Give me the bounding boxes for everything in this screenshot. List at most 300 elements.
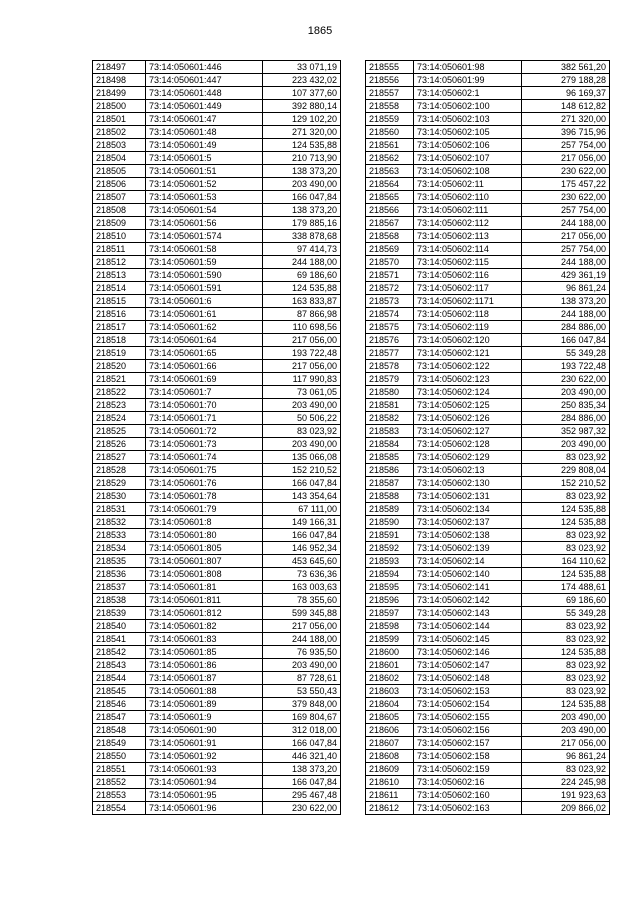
row-number: 218512 <box>93 256 146 269</box>
cadastral-number: 73:14:050602:123 <box>414 373 522 386</box>
table-row <box>366 282 610 295</box>
row-number: 218611 <box>366 789 414 802</box>
row-number: 218521 <box>93 373 146 386</box>
table-row <box>366 503 610 516</box>
cadastral-value: 107 377,60 <box>263 87 341 100</box>
cadastral-value: 124 535,88 <box>522 698 610 711</box>
cadastral-value: 379 848,00 <box>263 698 341 711</box>
cadastral-number: 73:14:050601:811 <box>146 594 263 607</box>
cadastral-number: 73:14:050601:808 <box>146 568 263 581</box>
row-number: 218583 <box>366 425 414 438</box>
cadastral-value: 50 506,22 <box>263 412 341 425</box>
row-number: 218502 <box>93 126 146 139</box>
cadastral-value: 230 622,00 <box>522 191 610 204</box>
cadastral-value: 135 066,08 <box>263 451 341 464</box>
cadastral-value: 203 490,00 <box>522 386 610 399</box>
row-number: 218529 <box>93 477 146 490</box>
row-number: 218603 <box>366 685 414 698</box>
row-number: 218564 <box>366 178 414 191</box>
cadastral-value: 166 047,84 <box>263 776 341 789</box>
cadastral-number: 73:14:050601:62 <box>146 321 263 334</box>
table-row <box>366 724 610 737</box>
cadastral-value: 223 432,02 <box>263 74 341 87</box>
row-number: 218515 <box>93 295 146 308</box>
row-number: 218520 <box>93 360 146 373</box>
table-row <box>366 425 610 438</box>
row-number: 218561 <box>366 139 414 152</box>
cadastral-value: 203 490,00 <box>522 438 610 451</box>
row-number: 218562 <box>366 152 414 165</box>
cadastral-number: 73:14:050601:6 <box>146 295 263 308</box>
table-row <box>366 633 610 646</box>
cadastral-number: 73:14:050601:52 <box>146 178 263 191</box>
row-number: 218518 <box>93 334 146 347</box>
row-number: 218544 <box>93 672 146 685</box>
row-number: 218595 <box>366 581 414 594</box>
cadastral-number: 73:14:050602:111 <box>414 204 522 217</box>
row-number: 218548 <box>93 724 146 737</box>
row-number: 218533 <box>93 529 146 542</box>
table-row <box>93 672 341 685</box>
table-row <box>366 308 610 321</box>
cadastral-value: 124 535,88 <box>522 503 610 516</box>
cadastral-number: 73:14:050602:153 <box>414 685 522 698</box>
cadastral-value: 83 023,92 <box>522 672 610 685</box>
cadastral-value: 179 885,16 <box>263 217 341 230</box>
cadastral-value: 83 023,92 <box>522 451 610 464</box>
cadastral-value: 96 861,24 <box>522 750 610 763</box>
table-row <box>366 646 610 659</box>
cadastral-number: 73:14:050601:812 <box>146 607 263 620</box>
cadastral-value: 69 186,60 <box>522 594 610 607</box>
table-row <box>93 698 341 711</box>
cadastral-value: 174 488,61 <box>522 581 610 594</box>
cadastral-number: 73:14:050601:66 <box>146 360 263 373</box>
row-number: 218592 <box>366 542 414 555</box>
cadastral-number: 73:14:050602:129 <box>414 451 522 464</box>
table-row <box>93 373 341 386</box>
cadastral-value: 193 722,48 <box>522 360 610 373</box>
cadastral-value: 217 056,00 <box>263 334 341 347</box>
cadastral-value: 446 321,40 <box>263 750 341 763</box>
cadastral-number: 73:14:050601:95 <box>146 789 263 802</box>
table-row <box>366 334 610 347</box>
row-number: 218553 <box>93 789 146 802</box>
cadastral-number: 73:14:050601:88 <box>146 685 263 698</box>
cadastral-number: 73:14:050602:146 <box>414 646 522 659</box>
cadastral-number: 73:14:050602:143 <box>414 607 522 620</box>
table-row <box>93 490 341 503</box>
cadastral-number: 73:14:050602:125 <box>414 399 522 412</box>
page-number: 1865 <box>307 25 333 37</box>
cadastral-number: 73:14:050601:65 <box>146 347 263 360</box>
row-number: 218516 <box>93 308 146 321</box>
row-number: 218540 <box>93 620 146 633</box>
table-row <box>93 477 341 490</box>
table-row <box>366 477 610 490</box>
cadastral-number: 73:14:050602:106 <box>414 139 522 152</box>
table-row <box>366 360 610 373</box>
table-row <box>366 763 610 776</box>
cadastral-number: 73:14:050602:160 <box>414 789 522 802</box>
cadastral-value: 83 023,92 <box>522 490 610 503</box>
table-row <box>93 451 341 464</box>
cadastral-value: 312 018,00 <box>263 724 341 737</box>
cadastral-value: 217 056,00 <box>263 360 341 373</box>
row-number: 218555 <box>366 61 414 74</box>
row-number: 218505 <box>93 165 146 178</box>
cadastral-number: 73:14:050602:124 <box>414 386 522 399</box>
cadastral-number: 73:14:050602:122 <box>414 360 522 373</box>
row-number: 218523 <box>93 399 146 412</box>
cadastral-number: 73:14:050601:73 <box>146 438 263 451</box>
cadastral-number: 73:14:050601:94 <box>146 776 263 789</box>
cadastral-value: 217 056,00 <box>522 152 610 165</box>
table-row <box>93 152 341 165</box>
cadastral-value: 143 354,64 <box>263 490 341 503</box>
cadastral-value: 83 023,92 <box>522 659 610 672</box>
row-number: 218570 <box>366 256 414 269</box>
row-number: 218599 <box>366 633 414 646</box>
cadastral-value: 73 636,36 <box>263 568 341 581</box>
table-row <box>366 529 610 542</box>
cadastral-number: 73:14:050602:113 <box>414 230 522 243</box>
cadastral-value: 149 166,31 <box>263 516 341 529</box>
cadastral-value: 352 987,32 <box>522 425 610 438</box>
row-number: 218597 <box>366 607 414 620</box>
table-row <box>366 698 610 711</box>
table-row <box>366 113 610 126</box>
cadastral-value: 138 373,20 <box>263 165 341 178</box>
row-number: 218575 <box>366 321 414 334</box>
cadastral-number: 73:14:050602:140 <box>414 568 522 581</box>
row-number: 218586 <box>366 464 414 477</box>
row-number: 218574 <box>366 308 414 321</box>
row-number: 218606 <box>366 724 414 737</box>
cadastral-value: 164 110,62 <box>522 555 610 568</box>
cadastral-number: 73:14:050602:145 <box>414 633 522 646</box>
table-row <box>366 126 610 139</box>
table-row <box>366 269 610 282</box>
cadastral-value: 257 754,00 <box>522 139 610 152</box>
table-row <box>93 529 341 542</box>
table-row <box>93 685 341 698</box>
table-row <box>366 399 610 412</box>
cadastral-number: 73:14:050601:76 <box>146 477 263 490</box>
cadastral-value: 279 188,28 <box>522 74 610 87</box>
cadastral-value: 295 467,48 <box>263 789 341 802</box>
row-number: 218543 <box>93 659 146 672</box>
table-row <box>93 178 341 191</box>
row-number: 218572 <box>366 282 414 295</box>
table-row <box>366 243 610 256</box>
cadastral-value: 83 023,92 <box>522 620 610 633</box>
table-row <box>366 789 610 802</box>
cadastral-value: 110 698,56 <box>263 321 341 334</box>
table-row <box>366 516 610 529</box>
cadastral-number: 73:14:050601:56 <box>146 217 263 230</box>
cadastral-value: 229 808,04 <box>522 464 610 477</box>
cadastral-number: 73:14:050602:115 <box>414 256 522 269</box>
cadastral-value: 244 188,00 <box>263 633 341 646</box>
cadastral-number: 73:14:050601:53 <box>146 191 263 204</box>
cadastral-number: 73:14:050601:59 <box>146 256 263 269</box>
table-row <box>93 659 341 672</box>
row-number: 218507 <box>93 191 146 204</box>
cadastral-value: 244 188,00 <box>522 217 610 230</box>
cadastral-number: 73:14:050601:99 <box>414 74 522 87</box>
cadastral-number: 73:14:050602:1 <box>414 87 522 100</box>
row-number: 218576 <box>366 334 414 347</box>
cadastral-number: 73:14:050601:80 <box>146 529 263 542</box>
row-number: 218539 <box>93 607 146 620</box>
cadastral-value: 217 056,00 <box>522 230 610 243</box>
cadastral-value: 73 061,05 <box>263 386 341 399</box>
cadastral-value: 230 622,00 <box>522 373 610 386</box>
cadastral-number: 73:14:050602:127 <box>414 425 522 438</box>
table-row <box>366 204 610 217</box>
row-number: 218560 <box>366 126 414 139</box>
cadastral-number: 73:14:050601:71 <box>146 412 263 425</box>
cadastral-value: 224 245,98 <box>522 776 610 789</box>
cadastral-number: 73:14:050602:117 <box>414 282 522 295</box>
table-row <box>366 542 610 555</box>
table-row <box>366 139 610 152</box>
cadastral-value: 203 490,00 <box>263 659 341 672</box>
cadastral-number: 73:14:050601:61 <box>146 308 263 321</box>
table-row <box>93 269 341 282</box>
table-row <box>366 451 610 464</box>
cadastral-value: 83 023,92 <box>522 529 610 542</box>
cadastral-value: 244 188,00 <box>263 256 341 269</box>
table-row <box>366 347 610 360</box>
cadastral-value: 69 186,60 <box>263 269 341 282</box>
row-number: 218581 <box>366 399 414 412</box>
row-number: 218532 <box>93 516 146 529</box>
cadastral-value: 138 373,20 <box>263 763 341 776</box>
row-number: 218577 <box>366 347 414 360</box>
row-number: 218565 <box>366 191 414 204</box>
cadastral-number: 73:14:050601:64 <box>146 334 263 347</box>
cadastral-number: 73:14:050601:82 <box>146 620 263 633</box>
row-number: 218514 <box>93 282 146 295</box>
cadastral-number: 73:14:050602:128 <box>414 438 522 451</box>
table-row <box>93 581 341 594</box>
cadastral-value: 271 320,00 <box>263 126 341 139</box>
cadastral-value: 382 561,20 <box>522 61 610 74</box>
cadastral-number: 73:14:050602:126 <box>414 412 522 425</box>
cadastral-number: 73:14:050602:16 <box>414 776 522 789</box>
row-number: 218573 <box>366 295 414 308</box>
row-number: 218503 <box>93 139 146 152</box>
cadastral-value: 117 990,83 <box>263 373 341 386</box>
table-row <box>366 607 610 620</box>
cadastral-number: 73:14:050602:100 <box>414 100 522 113</box>
table-row <box>366 373 610 386</box>
table-row <box>93 503 341 516</box>
row-number: 218537 <box>93 581 146 594</box>
cadastral-number: 73:14:050601:5 <box>146 152 263 165</box>
table-row <box>93 438 341 451</box>
cadastral-number: 73:14:050602:157 <box>414 737 522 750</box>
cadastral-number: 73:14:050601:591 <box>146 282 263 295</box>
cadastral-value: 67 111,00 <box>263 503 341 516</box>
row-number: 218604 <box>366 698 414 711</box>
cadastral-value: 203 490,00 <box>263 399 341 412</box>
row-number: 218522 <box>93 386 146 399</box>
table-row <box>93 607 341 620</box>
cadastral-number: 73:14:050601:75 <box>146 464 263 477</box>
row-number: 218593 <box>366 555 414 568</box>
cadastral-value: 250 835,34 <box>522 399 610 412</box>
cadastral-value: 230 622,00 <box>263 802 341 815</box>
cadastral-value: 124 535,88 <box>263 139 341 152</box>
cadastral-value: 217 056,00 <box>263 620 341 633</box>
table-row <box>366 672 610 685</box>
table-row <box>93 594 341 607</box>
cadastral-number: 73:14:050601:51 <box>146 165 263 178</box>
cadastral-number: 73:14:050602:137 <box>414 516 522 529</box>
row-number: 218587 <box>366 477 414 490</box>
cadastral-value: 138 373,20 <box>522 295 610 308</box>
row-number: 218525 <box>93 425 146 438</box>
table-row <box>366 555 610 568</box>
cadastral-number: 73:14:050601:85 <box>146 646 263 659</box>
cadastral-number: 73:14:050602:138 <box>414 529 522 542</box>
cadastral-value: 191 923,63 <box>522 789 610 802</box>
cadastral-number: 73:14:050601:449 <box>146 100 263 113</box>
row-number: 218538 <box>93 594 146 607</box>
cadastral-number: 73:14:050601:89 <box>146 698 263 711</box>
row-number: 218545 <box>93 685 146 698</box>
table-row <box>93 347 341 360</box>
cadastral-number: 73:14:050601:78 <box>146 490 263 503</box>
row-number: 218542 <box>93 646 146 659</box>
table-row <box>93 139 341 152</box>
cadastral-value: 76 935,50 <box>263 646 341 659</box>
cadastral-value: 217 056,00 <box>522 737 610 750</box>
cadastral-number: 73:14:050601:96 <box>146 802 263 815</box>
table-row <box>93 165 341 178</box>
row-number: 218602 <box>366 672 414 685</box>
table-row <box>366 737 610 750</box>
table-row <box>93 789 341 802</box>
table-row <box>366 750 610 763</box>
table-row <box>366 386 610 399</box>
cadastral-number: 73:14:050602:130 <box>414 477 522 490</box>
row-number: 218571 <box>366 269 414 282</box>
cadastral-value: 83 023,92 <box>522 763 610 776</box>
row-number: 218598 <box>366 620 414 633</box>
cadastral-number: 73:14:050601:447 <box>146 74 263 87</box>
cadastral-number: 73:14:050602:108 <box>414 165 522 178</box>
row-number: 218519 <box>93 347 146 360</box>
row-number: 218596 <box>366 594 414 607</box>
row-number: 218578 <box>366 360 414 373</box>
cadastral-value: 244 188,00 <box>522 308 610 321</box>
table-row <box>93 126 341 139</box>
cadastral-number: 73:14:050601:83 <box>146 633 263 646</box>
cadastral-number: 73:14:050601:448 <box>146 87 263 100</box>
table-row <box>366 191 610 204</box>
row-number: 218501 <box>93 113 146 126</box>
cadastral-number: 73:14:050601:86 <box>146 659 263 672</box>
cadastral-number: 73:14:050601:47 <box>146 113 263 126</box>
row-number: 218504 <box>93 152 146 165</box>
table-row <box>93 555 341 568</box>
cadastral-value: 396 715,96 <box>522 126 610 139</box>
table-row <box>366 165 610 178</box>
table-row <box>93 295 341 308</box>
cadastral-number: 73:14:050601:49 <box>146 139 263 152</box>
cadastral-value: 87 728,61 <box>263 672 341 685</box>
cadastral-number: 73:14:050602:119 <box>414 321 522 334</box>
cadastral-value: 148 612,82 <box>522 100 610 113</box>
cadastral-value: 244 188,00 <box>522 256 610 269</box>
table-row <box>93 737 341 750</box>
cadastral-value: 209 866,02 <box>522 802 610 815</box>
cadastral-number: 73:14:050602:107 <box>414 152 522 165</box>
cadastral-number: 73:14:050602:121 <box>414 347 522 360</box>
table-row <box>93 74 341 87</box>
row-number: 218608 <box>366 750 414 763</box>
cadastral-value: 152 210,52 <box>263 464 341 477</box>
cadastral-value: 166 047,84 <box>263 737 341 750</box>
table-row <box>366 568 610 581</box>
cadastral-number: 73:14:050601:590 <box>146 269 263 282</box>
table-row <box>366 230 610 243</box>
table-row <box>93 776 341 789</box>
cadastral-number: 73:14:050602:110 <box>414 191 522 204</box>
table-row <box>93 256 341 269</box>
cadastral-number: 73:14:050602:131 <box>414 490 522 503</box>
row-number: 218546 <box>93 698 146 711</box>
row-number: 218589 <box>366 503 414 516</box>
cadastral-number: 73:14:050602:13 <box>414 464 522 477</box>
cadastral-number: 73:14:050602:120 <box>414 334 522 347</box>
cadastral-number: 73:14:050601:446 <box>146 61 263 74</box>
cadastral-value: 96 169,37 <box>522 87 610 100</box>
cadastral-value: 124 535,88 <box>522 568 610 581</box>
row-number: 218556 <box>366 74 414 87</box>
cadastral-number: 73:14:050601:7 <box>146 386 263 399</box>
cadastral-value: 152 210,52 <box>522 477 610 490</box>
cadastral-number: 73:14:050602:11 <box>414 178 522 191</box>
row-number: 218559 <box>366 113 414 126</box>
row-number: 218499 <box>93 87 146 100</box>
table-row <box>93 568 341 581</box>
cadastral-number: 73:14:050601:87 <box>146 672 263 685</box>
cadastral-value: 203 490,00 <box>263 438 341 451</box>
table-row <box>93 399 341 412</box>
cadastral-value: 599 345,88 <box>263 607 341 620</box>
cadastral-value: 193 722,48 <box>263 347 341 360</box>
cadastral-value: 169 804,67 <box>263 711 341 724</box>
cadastral-number: 73:14:050602:141 <box>414 581 522 594</box>
table-row <box>366 87 610 100</box>
table-row <box>366 61 610 74</box>
table-row <box>93 802 341 815</box>
cadastral-number: 73:14:050602:114 <box>414 243 522 256</box>
table-row <box>93 230 341 243</box>
cadastral-value: 87 866,98 <box>263 308 341 321</box>
cadastral-number: 73:14:050601:98 <box>414 61 522 74</box>
table-row <box>93 282 341 295</box>
row-number: 218517 <box>93 321 146 334</box>
cadastral-number: 73:14:050601:9 <box>146 711 263 724</box>
row-number: 218528 <box>93 464 146 477</box>
row-number: 218534 <box>93 542 146 555</box>
